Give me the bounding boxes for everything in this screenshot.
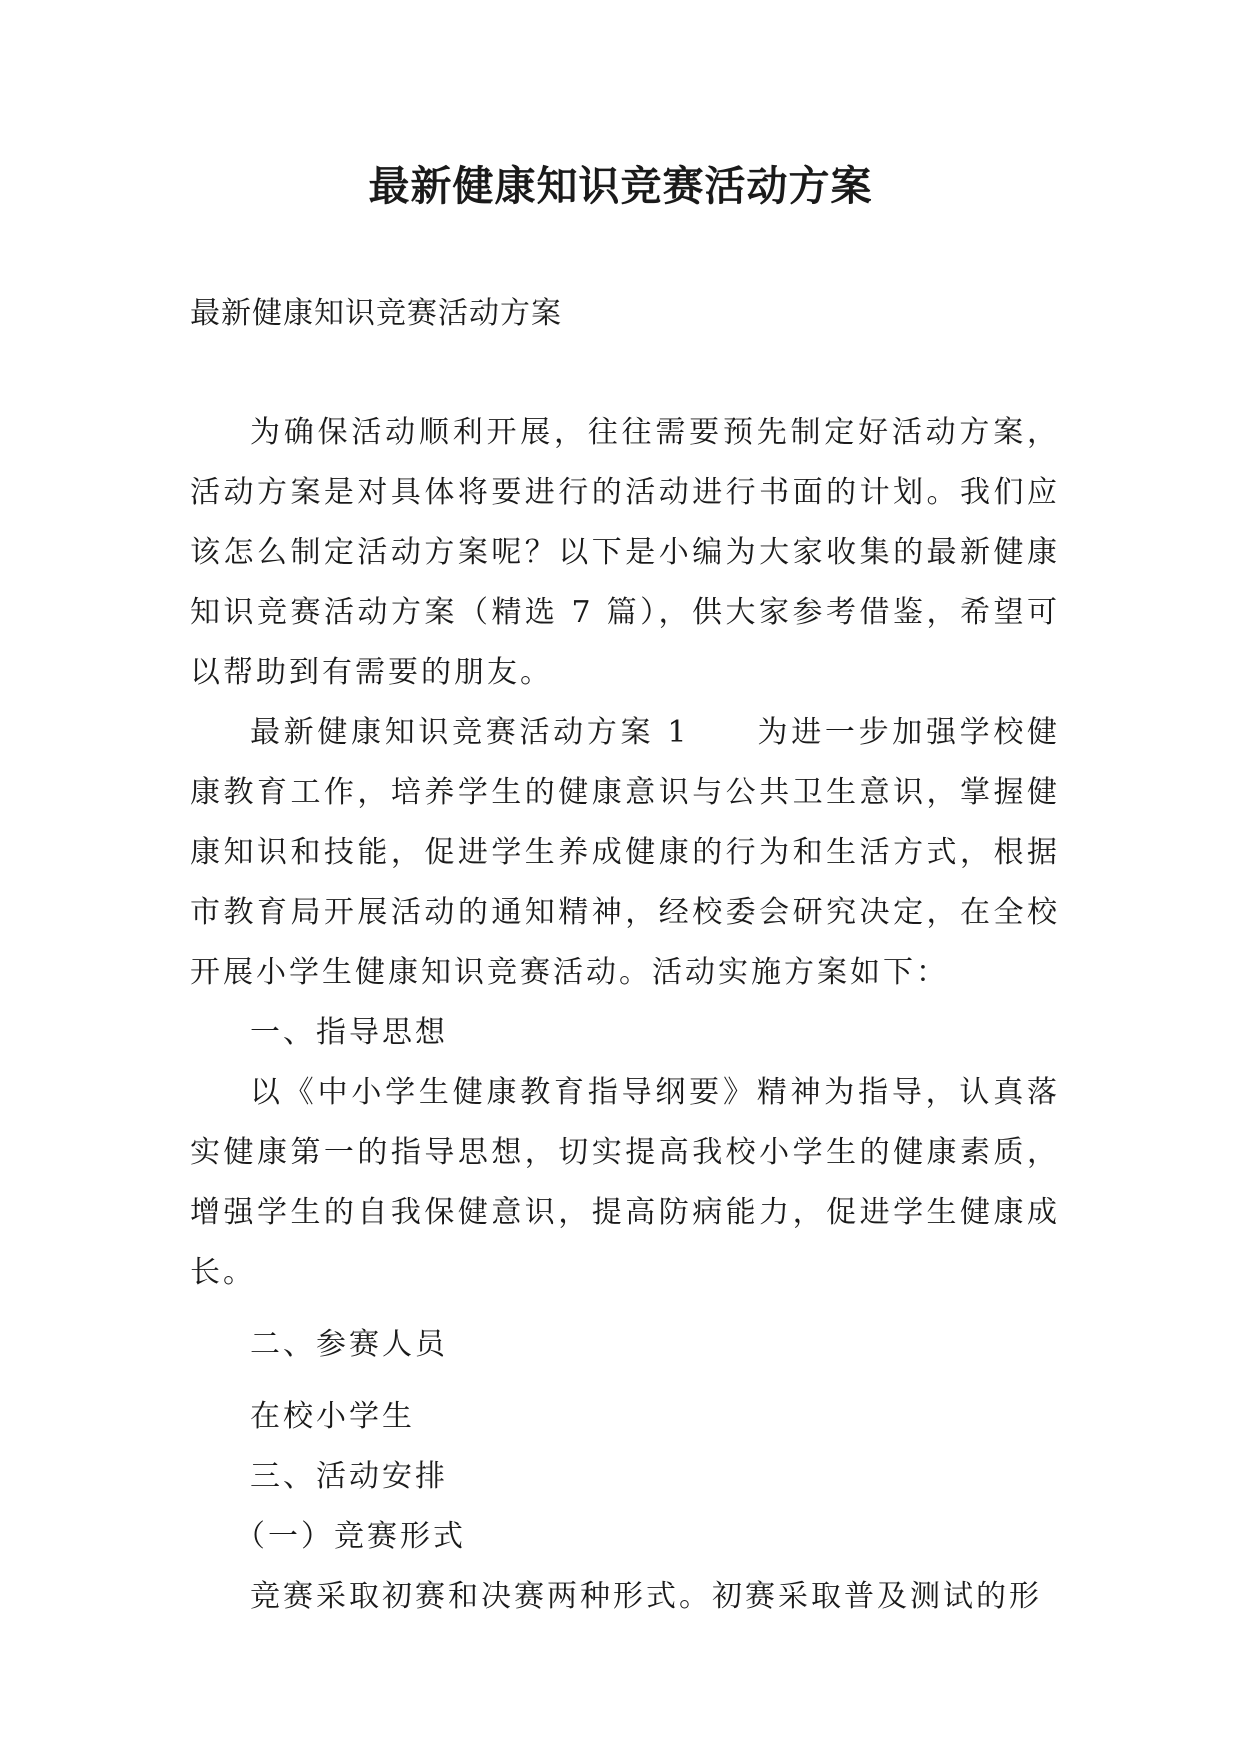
guiding-idea-paragraph: 以《中小学生健康教育指导纲要》精神为指导，认真落实健康第一的指导思想，切实提高我校小学生的健康素质，增强学生的自我保健意识，提高防病能力，促进学生健康成长。 — [190, 1075, 1060, 1290]
format-paragraph: 竞赛采取初赛和决赛两种形式。初赛采取普及测试的形 — [250, 1579, 1042, 1614]
document-body — [190, 403, 1060, 1627]
section-heading-arrangement: 三、活动安排 — [250, 1459, 448, 1494]
plan-1-paragraph: 最新健康知识竞赛活动方案 1 为进一步加强学校健康教育工作，培养学生的健康意识与公共卫生意识，掌握健康知识和技能，促进学生养成健康的行为和生活方式，根据市教育局开展活动的通知精神，经校委会研究决定，在全校开展小学生健康知识竞赛活动。活动实施方案如下： — [190, 715, 1060, 990]
section-heading-guiding-idea: 一、指导思想 — [250, 1015, 448, 1050]
section-heading-participants: 二、参赛人员 — [250, 1327, 448, 1362]
intro-paragraph: 为确保活动顺利开展，往往需要预先制定好活动方案，活动方案是对具体将要进行的活动进行书面的计划。我们应该怎么制定活动方案呢？以下是小编为大家收集的最新健康知识竞赛活动方案（精选 7 篇），供大家参考借鉴，希望可以帮助到有需要的朋友。 — [190, 415, 1060, 690]
participants-paragraph: 在校小学生 — [250, 1399, 415, 1434]
subsection-heading-format: （一）竞赛形式 — [235, 1519, 466, 1554]
document-title: 最新健康知识竞赛活动方案 — [368, 162, 873, 210]
document-subtitle: 最新健康知识竞赛活动方案 — [190, 296, 562, 331]
